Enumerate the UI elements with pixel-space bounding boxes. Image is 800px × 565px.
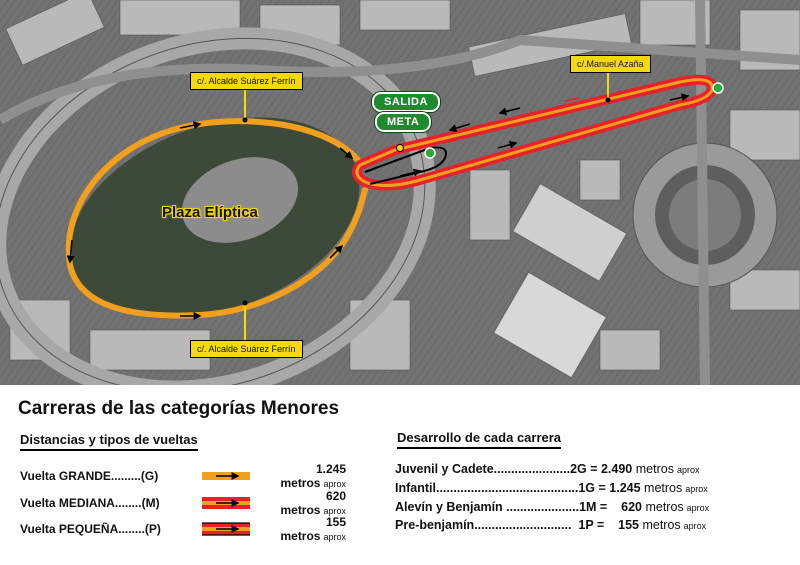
divider: [397, 447, 561, 449]
race-row: Pre-benjamín............................ 1P = 155 metros aprox: [395, 518, 707, 532]
lap-label: Vuelta MEDIANA........(M): [20, 496, 160, 510]
lap-row-grande: Vuelta GRANDE.........(G) 1.245 metros aprox: [20, 462, 346, 490]
legend-title: Carreras de las categorías Menores: [18, 398, 340, 419]
lap-label: Vuelta GRANDE.........(G): [20, 469, 159, 483]
start-label: SALIDA: [372, 92, 440, 112]
finish-label: META: [375, 112, 431, 132]
callout-street-top: c/. Alcalde Suárez Ferrín: [190, 72, 303, 90]
lap-swatch-pequena: [202, 522, 250, 536]
race-row: Alevín y Benjamín .....................1M = 620 metros aprox: [395, 500, 710, 514]
callout-street-bottom: c/. Alcalde Suárez Ferrín: [190, 340, 303, 358]
divider: [20, 449, 198, 451]
race-row: Juvenil y Cadete......................2G = 2.490 metros aprox: [395, 462, 700, 476]
lap-distance: 155 metros: [280, 515, 346, 543]
lap-distance: 620 metros: [280, 489, 346, 517]
race-row: Infantil.........................................1G = 1.245 metros aprox: [395, 481, 708, 495]
lap-swatch-mediana: [202, 496, 250, 510]
callout-street-right: c/.Manuel Azaña: [570, 55, 651, 73]
lap-distance: 1.245 metros: [280, 462, 346, 490]
lap-swatch-grande: [202, 470, 250, 482]
lap-row-pequena: Vuelta PEQUEÑA........(P) 155 metros aprox: [20, 515, 346, 543]
races-heading: Desarrollo de cada carrera: [397, 430, 561, 449]
lap-label: Vuelta PEQUEÑA........(P): [20, 522, 161, 536]
lap-row-mediana: Vuelta MEDIANA........(M) 620 metros aprox: [20, 489, 346, 517]
plaza-label: Plaza Elíptica: [162, 204, 258, 221]
distances-heading: Distancias y tipos de vueltas: [20, 432, 198, 451]
